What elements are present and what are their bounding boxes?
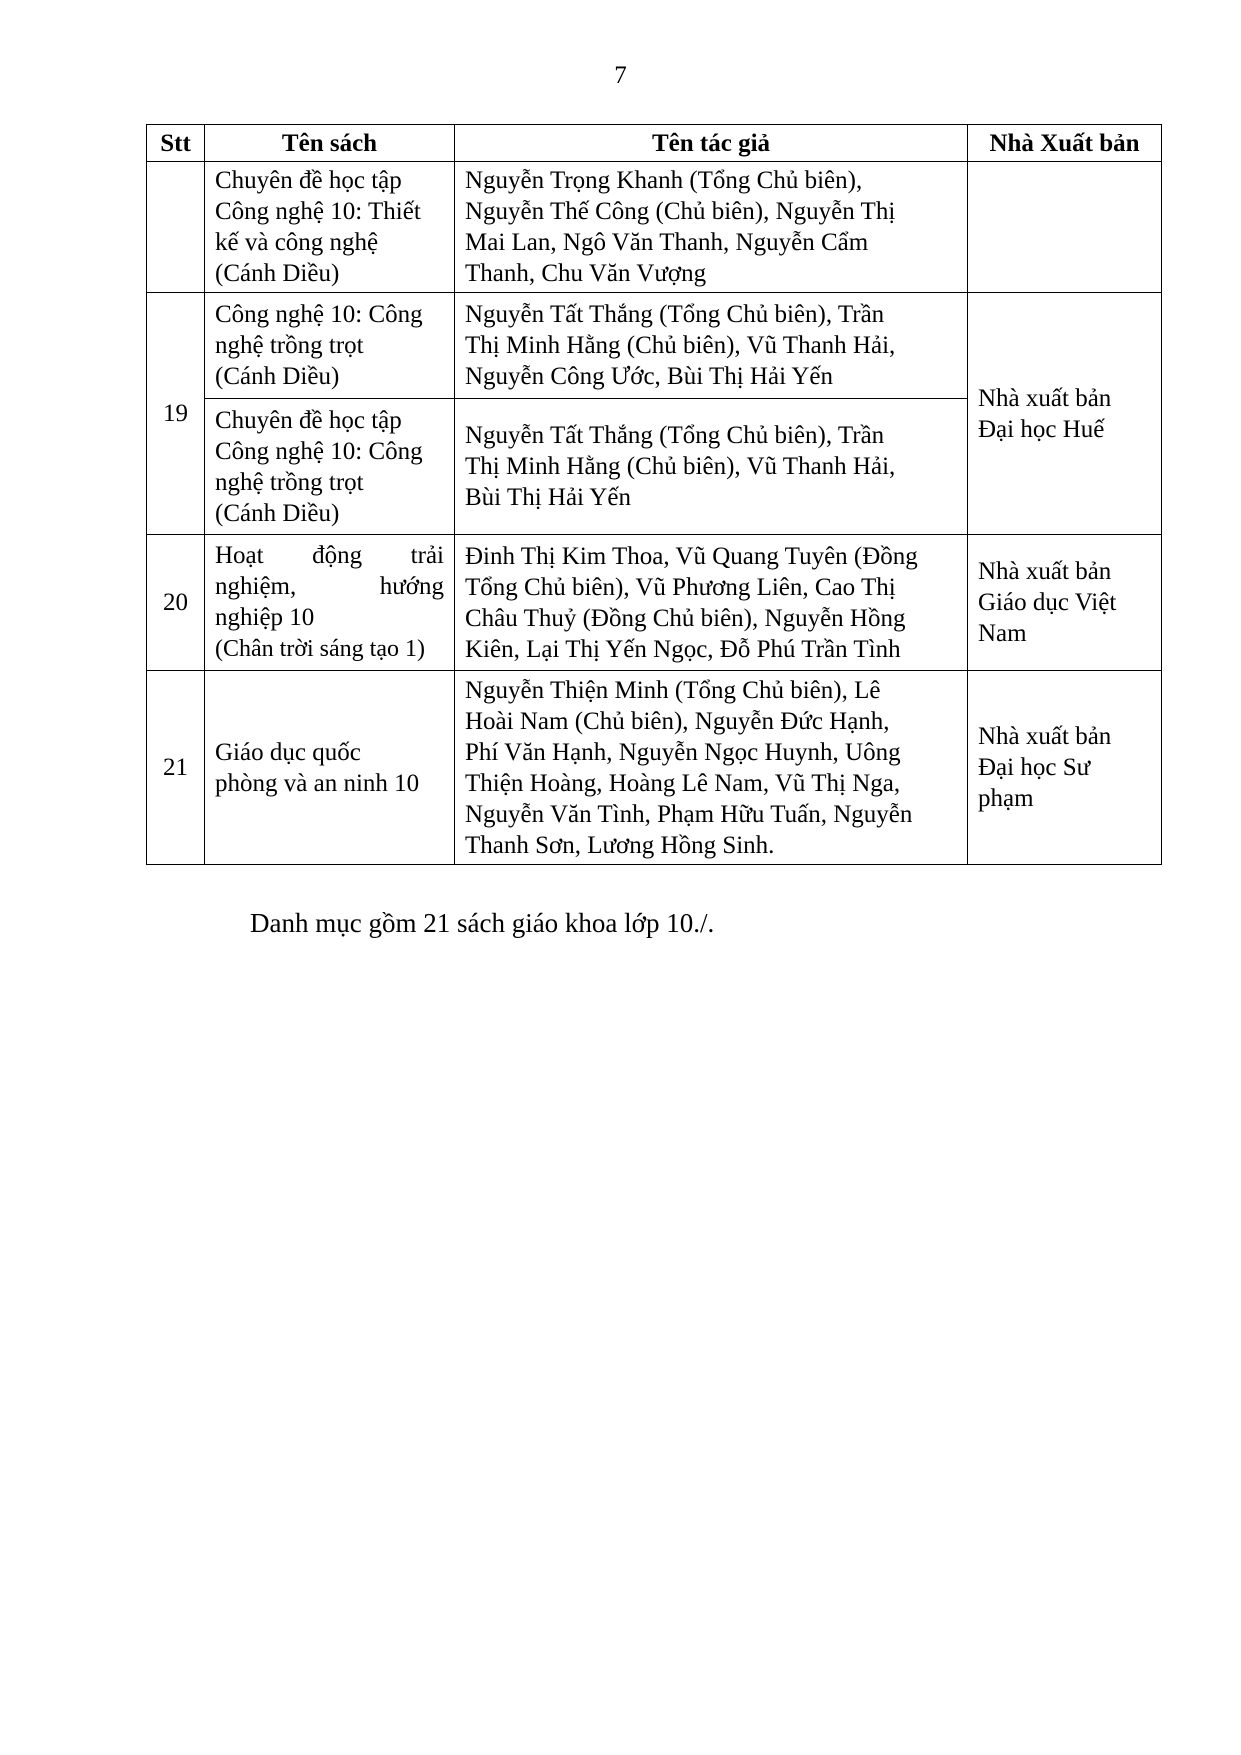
title-word: động — [312, 542, 363, 569]
title-word: hướng — [379, 573, 444, 600]
publisher-line: Đại học Sư — [978, 754, 1091, 781]
authors-line: Nguyễn Thế Công (Chủ biên), Nguyễn Thị — [465, 198, 896, 225]
title-line: nghiệp 10 — [215, 604, 315, 631]
title-word: trải — [410, 542, 444, 569]
authors-line: Nguyễn Tất Thắng (Tổng Chủ biên), Trần — [465, 301, 885, 328]
title-line: nghệ trồng trọt — [215, 332, 364, 359]
table-row — [147, 293, 1162, 399]
publisher-cell — [968, 671, 1162, 865]
title-line: (Chân trời sáng tạo 1) — [215, 636, 425, 662]
authors-line: Nguyễn Công Ước, Bùi Thị Hải Yến — [465, 363, 833, 390]
stt-cell — [147, 162, 205, 293]
title-line: nghệ trồng trọt — [215, 468, 364, 496]
publisher-cell — [968, 162, 1162, 293]
authors-line: Tổng Chủ biên), Vũ Phương Liên, Cao Thị — [465, 573, 896, 601]
title-cell — [205, 162, 455, 293]
authors-line: Nguyễn Văn Tình, Phạm Hữu Tuấn, Nguyễn — [465, 800, 913, 828]
publisher-cell — [968, 293, 1162, 535]
table-row — [147, 535, 1162, 671]
publisher-line: Giáo dục Việt — [978, 589, 1117, 616]
authors-line: Đinh Thị Kim Thoa, Vũ Quang Tuyên (Đồng — [465, 542, 918, 570]
authors-line: Nguyễn Trọng Khanh (Tổng Chủ biên), — [465, 167, 863, 194]
authors-cell — [455, 293, 968, 399]
authors-line: Thị Minh Hằng (Chủ biên), Vũ Thanh Hải, — [465, 453, 896, 480]
title-line: (Cánh Diều) — [215, 260, 340, 287]
stt-cell: 19 — [147, 293, 205, 535]
title-line: Chuyên đề học tập — [215, 406, 402, 434]
publisher-line: Nam — [978, 620, 1027, 647]
title-word: nghiệm, — [215, 573, 297, 600]
table-row — [147, 162, 1162, 293]
title-line: Giáo dục quốc — [215, 738, 361, 766]
title-word: Hoạt — [215, 542, 264, 569]
authors-line: Kiên, Lại Thị Yến Ngọc, Đỗ Phú Trần Tình — [465, 635, 901, 663]
title-line: Công nghệ 10: Công — [215, 301, 423, 328]
publisher-cell — [968, 535, 1162, 671]
authors-line: Mai Lan, Ngô Văn Thanh, Nguyễn Cẩm — [465, 229, 869, 256]
authors-line: Bùi Thị Hải Yến — [465, 484, 631, 511]
authors-cell — [455, 671, 968, 865]
title-line — [215, 571, 444, 602]
page-number: 7 — [614, 62, 627, 89]
stt-cell: 20 — [147, 535, 205, 671]
authors-line: Nguyễn Tất Thắng (Tổng Chủ biên), Trần — [465, 422, 885, 449]
title-line: (Cánh Diều) — [215, 363, 340, 390]
header-title: Tên sách — [205, 125, 455, 162]
authors-line: Thanh, Chu Văn Vượng — [465, 260, 707, 287]
title-cell — [205, 293, 455, 399]
publisher-line: Nhà xuất bản — [978, 723, 1112, 750]
header-authors: Tên tác giả — [455, 125, 968, 162]
footer-note: Danh mục gồm 21 sách giáo khoa lớp 10./. — [250, 908, 715, 938]
authors-line: Châu Thuỷ (Đồng Chủ biên), Nguyễn Hồng — [465, 604, 906, 632]
stt-cell: 21 — [147, 671, 205, 865]
authors-line: Hoài Nam (Chủ biên), Nguyễn Đức Hạnh, — [465, 707, 890, 735]
authors-line: Thị Minh Hằng (Chủ biên), Vũ Thanh Hải, — [465, 332, 896, 359]
authors-cell — [455, 535, 968, 671]
publisher-line: Nhà xuất bản — [978, 384, 1112, 412]
title-line: Công nghệ 10: Thiết — [215, 198, 421, 225]
table-row — [147, 671, 1162, 865]
table-header-row — [147, 125, 1162, 162]
authors-line: Phí Văn Hạnh, Nguyễn Ngọc Huynh, Uông — [465, 738, 901, 766]
publisher-line: Đại học Huế — [978, 415, 1105, 443]
authors-cell — [455, 162, 968, 293]
title-cell — [205, 671, 455, 865]
title-cell — [205, 399, 455, 535]
publisher-line: phạm — [978, 785, 1034, 812]
title-line: kế và công nghệ — [215, 229, 379, 256]
header-stt: Stt — [147, 125, 205, 162]
title-line: Chuyên đề học tập — [215, 167, 402, 194]
title-line: (Cánh Diều) — [215, 499, 340, 527]
textbook-catalog-table — [146, 124, 1162, 865]
authors-line: Nguyễn Thiện Minh (Tổng Chủ biên), Lê — [465, 676, 881, 704]
title-line: phòng và an ninh 10 — [215, 769, 420, 797]
authors-line: Thiện Hoàng, Hoàng Lê Nam, Vũ Thị Nga, — [465, 769, 901, 797]
authors-line: Thanh Sơn, Lương Hồng Sinh. — [465, 831, 775, 859]
publisher-line: Nhà xuất bản — [978, 558, 1112, 585]
title-cell — [205, 535, 455, 671]
header-publisher: Nhà Xuất bản — [968, 125, 1162, 162]
title-line: Công nghệ 10: Công — [215, 437, 423, 465]
authors-cell — [455, 399, 968, 535]
